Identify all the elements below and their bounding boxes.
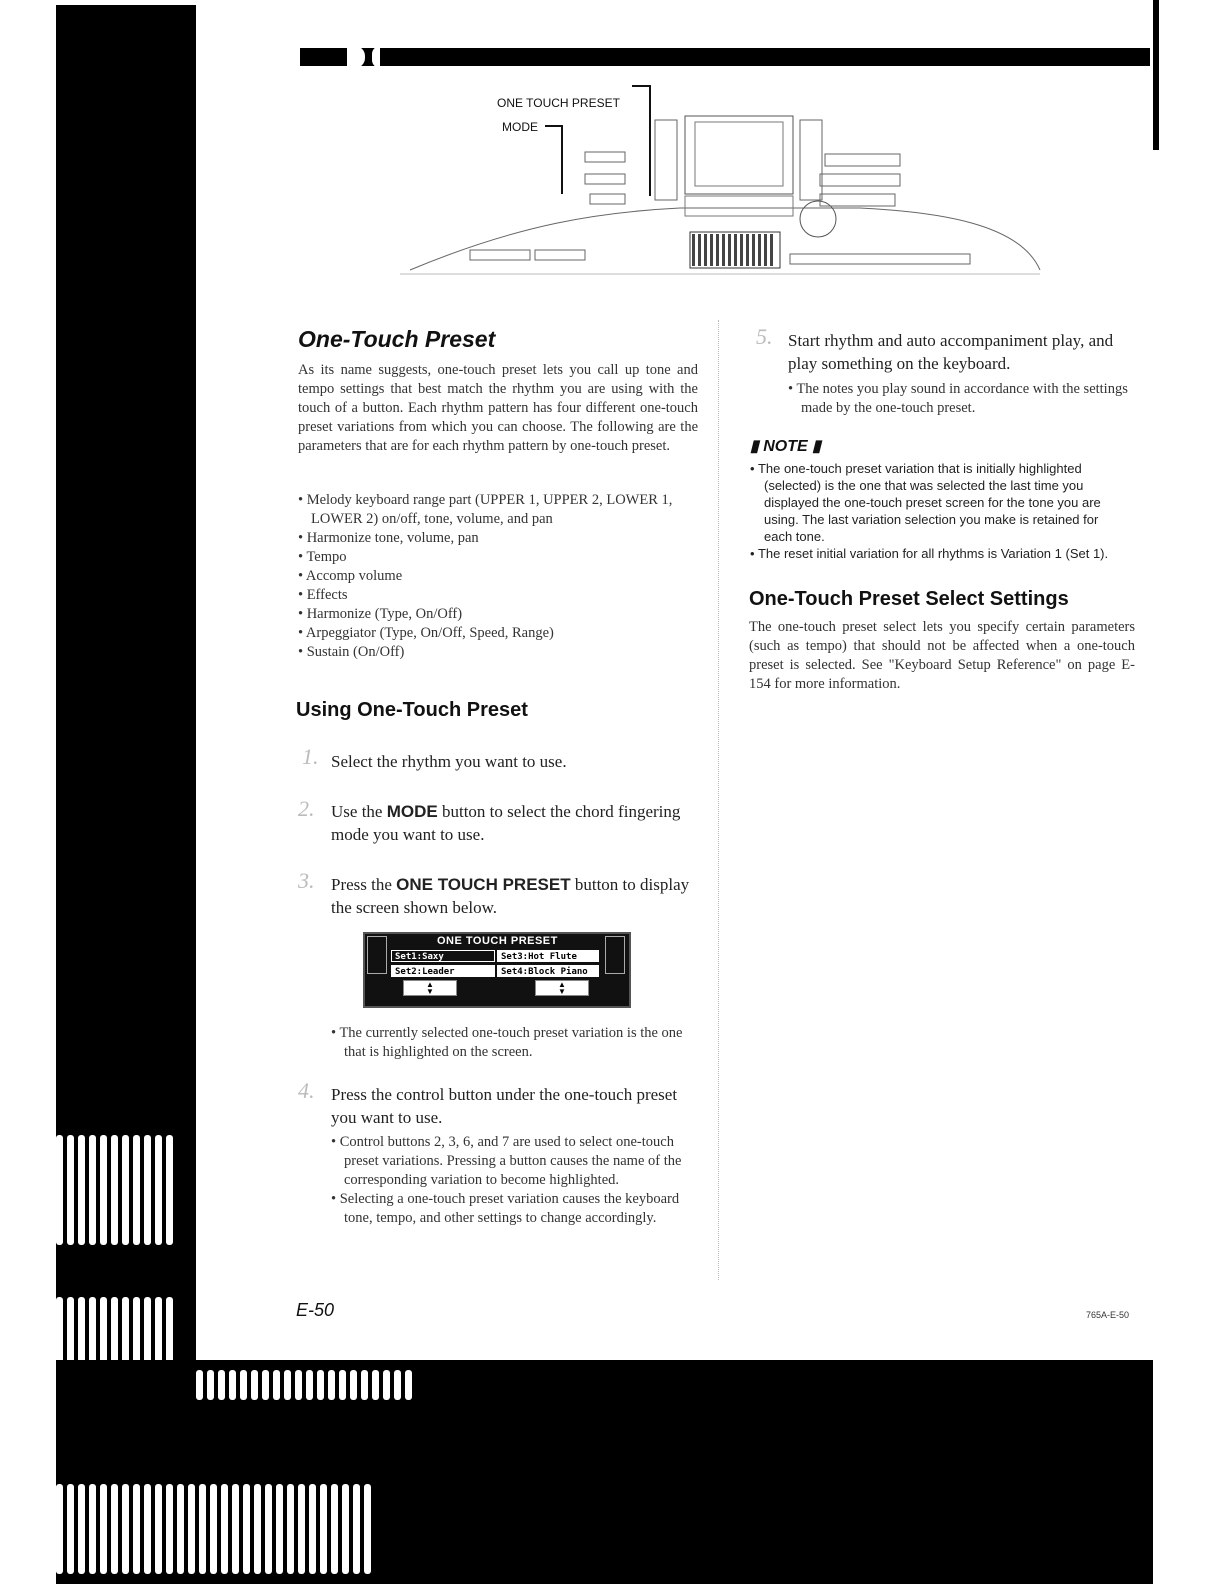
list-item: • Arpeggiator (Type, On/Off, Speed, Range) <box>298 624 698 643</box>
keyboard-panel-illustration <box>400 84 1150 304</box>
step-number: 2. <box>298 796 315 821</box>
note-list <box>750 460 1130 562</box>
lcd-preset-set2: Set2:Leader <box>391 965 495 977</box>
scan-comb-pattern <box>56 1484 371 1574</box>
step-text: Use the <box>331 802 387 821</box>
footer-code: 765A-E-50 <box>1086 1310 1130 1320</box>
list-item: • The notes you play sound in accordance with the settings made by the one-touch preset. <box>788 380 1132 418</box>
button-name-mode: MODE <box>386 802 438 821</box>
step-number: 5. <box>756 324 773 349</box>
lcd-up-down-arrow-icon: ▲ ▼ <box>535 980 589 996</box>
column-divider <box>718 320 720 1280</box>
lcd-preset-set1: Set1:Saxy <box>391 950 495 962</box>
step-4-text: Press the control button under the one-touch preset you want to use. <box>331 1085 678 1127</box>
lcd-side-icon <box>367 936 387 974</box>
keyboard-panel-figure <box>400 84 1150 304</box>
list-item: • The one-touch preset variation that is initially highlighted (selected) is the one that was selected the last time you displayed the one-touch preset screen for the tone you are using. The last variation selection you make is retained for each tone. <box>750 460 1130 545</box>
list-item: • Melody keyboard range part (UPPER 1, UPPER 2, LOWER 1, LOWER 2) on/off, tone, volume, and pan <box>298 491 698 529</box>
step-number: 3. <box>298 868 315 893</box>
note-heading: ▮ NOTE ▮ <box>750 438 821 455</box>
lcd-screen <box>363 932 631 1008</box>
header-bar <box>300 48 1150 66</box>
lcd-preset-set4: Set4:Block Piano <box>497 965 599 977</box>
header-bar-notch <box>347 46 365 68</box>
list-item: • Sustain (On/Off) <box>298 643 698 662</box>
step-1-text: Select the rhythm you want to use. <box>331 752 567 771</box>
label-mode: MODE <box>502 120 538 134</box>
step-5-notes <box>788 380 1132 418</box>
list-item: • Accomp volume <box>298 567 698 586</box>
scan-comb-pattern <box>196 1370 412 1400</box>
button-name-one-touch-preset: ONE TOUCH PRESET <box>396 875 571 894</box>
section-title-using: Using One-Touch Preset <box>296 699 528 721</box>
step-number: 4. <box>298 1078 315 1103</box>
scan-shadow-left <box>56 5 196 1584</box>
list-item: • Selecting a one-touch preset variation causes the keyboard tone, tempo, and other settings to change accordingly. <box>331 1190 693 1228</box>
lcd-title: ONE TOUCH PRESET <box>437 935 558 947</box>
section-title-one-touch-preset: One-Touch Preset <box>298 326 496 352</box>
step-2-text <box>331 800 701 846</box>
lcd-up-down-arrow-icon: ▲ ▼ <box>403 980 457 996</box>
list-item: • The currently selected one-touch preset variation is the one that is highlighted on the screen. <box>331 1024 693 1062</box>
list-item: • Effects <box>298 586 698 605</box>
scan-margin-right <box>1153 0 1224 1584</box>
page-number: E-50 <box>296 1300 335 1320</box>
note-title: NOTE <box>763 438 808 455</box>
label-one-touch-preset: ONE TOUCH PRESET <box>497 96 620 110</box>
lcd-preset-set3: Set3:Hot Flute <box>497 950 599 962</box>
scan-shadow-bottom <box>56 1360 1156 1584</box>
list-item: • Harmonize tone, volume, pan <box>298 529 698 548</box>
list-item: • Harmonize (Type, On/Off) <box>298 605 698 624</box>
lcd-side-icon <box>605 936 625 974</box>
step-4-notes <box>331 1133 693 1228</box>
header-bar-notch <box>372 46 380 68</box>
list-item: • Control buttons 2, 3, 6, and 7 are used to select one-touch preset variations. Pressing a button causes the name of the corresponding variation to become highlighted. <box>331 1133 693 1190</box>
step-number: 1. <box>302 744 319 769</box>
parameter-list <box>298 491 698 662</box>
step-text: button to display the screen shown below. <box>331 875 690 917</box>
scan-margin-left <box>0 0 56 1584</box>
list-item: • Tempo <box>298 548 698 567</box>
step-5-text: Start rhythm and auto accompaniment play, and play something on the keyboard. <box>788 331 1114 373</box>
scan-comb-pattern <box>56 1135 173 1245</box>
step-3-text <box>331 873 701 919</box>
step-text: Press the <box>331 875 397 894</box>
section-title-select-settings: One-Touch Preset Select Settings <box>749 588 1069 610</box>
list-item: • The reset initial variation for all rhythms is Variation 1 (Set 1). <box>750 545 1130 562</box>
step-text: button to select the chord fingering mode you want to use. <box>331 802 681 844</box>
step-3-notes <box>331 1024 693 1062</box>
intro-paragraph: As its name suggests, one-touch preset lets you call up tone and tempo settings that best match the rhythm you are using with the touch of a button. Each rhythm pattern has four different one-touch preset variations from which you can choose. The following are the parameters that are for each rhythm pattern by one-touch preset. <box>298 362 698 454</box>
select-settings-paragraph: The one-touch preset select lets you specify certain parameters (such as tempo) that should not be affected when a one-touch preset is selected. See "Keyboard Setup Reference" on page E-154 for more information. <box>749 619 1135 692</box>
